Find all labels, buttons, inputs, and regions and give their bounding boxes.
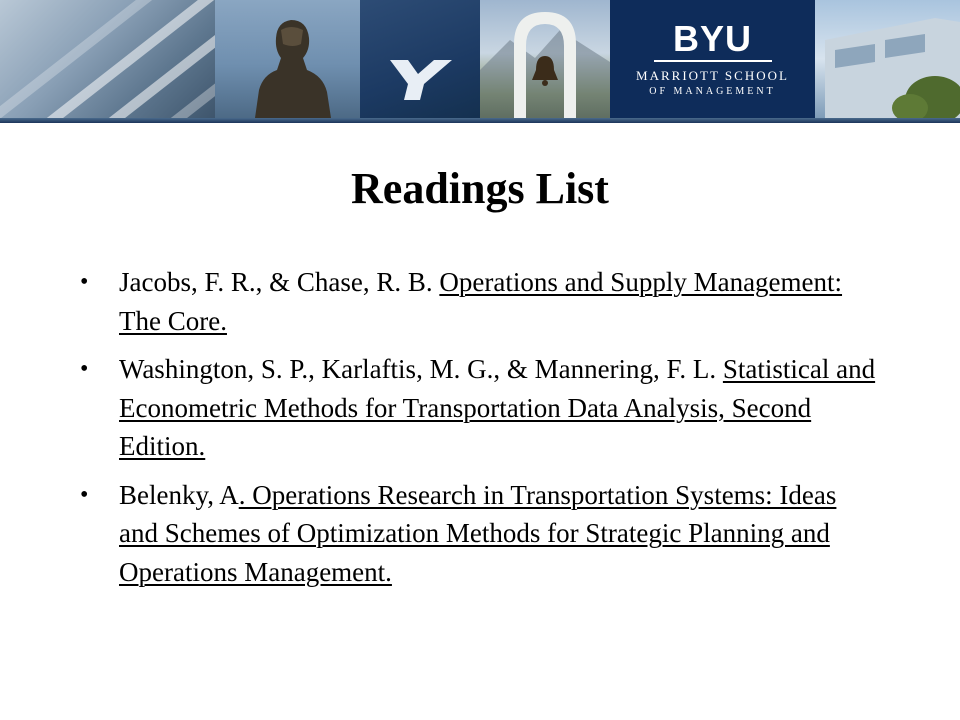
reading-title: Operations and Supply Management: The Core. (119, 267, 843, 336)
logo-divider (654, 60, 772, 62)
byu-wordmark: BYU (672, 18, 752, 59)
logo-line-management: OF MANAGEMENT (649, 86, 776, 97)
reading-title: . Operations Research in Transportation Systems: Ideas and Schemes of Optimization Methods for Strategic Planning and Operations Management. (119, 479, 837, 587)
bullet-icon: • (80, 481, 89, 508)
readings-list (76, 263, 876, 601)
reading-title: Statistical and Econometric Methods for Transportation Data Analysis, Second Edition. (119, 354, 876, 461)
building-photo (0, 0, 215, 118)
reading-authors: Jacobs, F. R., & Chase, R. B. (119, 267, 440, 297)
bullet-icon: • (80, 269, 89, 295)
bell-tower-photo (480, 0, 610, 118)
reading-item (76, 350, 876, 466)
bullet-icon: • (80, 356, 89, 382)
slide-title: Readings List (351, 164, 609, 213)
reading-item (76, 476, 876, 592)
statue-photo (215, 0, 360, 118)
logo-line-school: MARRIOTT SCHOOL (636, 68, 789, 83)
reading-authors: Washington, S. P., Karlaftis, M. G., & Mannering, F. L. (119, 354, 723, 384)
reading-authors: Belenky, A (119, 479, 239, 510)
banner-divider (0, 118, 960, 123)
byu-marriott-logo[interactable] (610, 0, 815, 118)
reading-item (76, 263, 876, 340)
header-banner (0, 0, 960, 118)
campus-building-photo (815, 0, 960, 118)
y-mountain-photo (360, 0, 480, 118)
